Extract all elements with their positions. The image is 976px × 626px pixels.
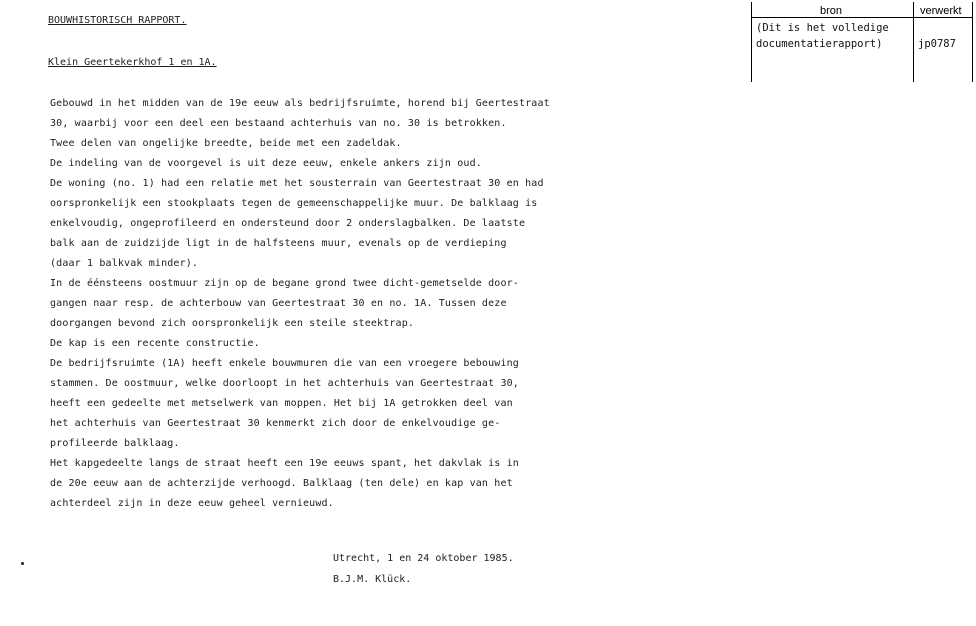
- body-line: heeft een gedeelte met metselwerk van moppen. Het bij 1A getrokken deel van: [50, 398, 513, 409]
- body-line: Twee delen van ongelijke breedte, beide met een zadeldak.: [50, 138, 402, 149]
- body-line: In de éénsteens oostmuur zijn op de begane grond twee dicht-gemetselde door-: [50, 278, 519, 289]
- margin-dot: [21, 562, 24, 565]
- body-line: De indeling van de voorgevel is uit deze eeuw, enkele ankers zijn oud.: [50, 158, 482, 169]
- body-line: het achterhuis van Geertestraat 30 kenmerkt zich door de enkelvoudige ge-: [50, 418, 501, 429]
- body-line: balk aan de zuidzijde ligt in de halfsteens muur, evenals op de verdieping: [50, 238, 507, 249]
- report-title: BOUWHISTORISCH RAPPORT.: [48, 15, 187, 26]
- body-line: doorgangen bevond zich oorspronkelijk een steile steektrap.: [50, 318, 415, 329]
- body-line: De woning (no. 1) had een relatie met het sousterrain van Geertestraat 30 en had: [50, 178, 544, 189]
- archive-stamp-box: [751, 2, 973, 82]
- body-line: profileerde balklaag.: [50, 438, 180, 449]
- stamp-verwerkt-value: jp0787: [918, 38, 956, 50]
- body-line: Het kapgedeelte langs de straat heeft een 19e eeuws spant, het dakvlak is in: [50, 458, 519, 469]
- body-line: (daar 1 balkvak minder).: [50, 258, 199, 269]
- signoff: [333, 548, 514, 590]
- report-body: [50, 94, 610, 514]
- body-line: stammen. De oostmuur, welke doorloopt in het achterhuis van Geertestraat 30,: [50, 378, 519, 389]
- stamp-divider: [913, 2, 914, 82]
- body-line: Gebouwd in het midden van de 19e eeuw als bedrijfsruimte, horend bij Geertestraat: [50, 98, 550, 109]
- body-line: achterdeel zijn in deze eeuw geheel vernieuwd.: [50, 498, 334, 509]
- stamp-header-verwerkt: verwerkt: [920, 5, 962, 17]
- signoff-author: B.J.M. Klück.: [333, 574, 412, 585]
- stamp-bron-line-1: (Dit is het volledige: [756, 22, 889, 34]
- body-line: De bedrijfsruimte (1A) heeft enkele bouwmuren die van een vroegere bebouwing: [50, 358, 519, 369]
- body-line: enkelvoudig, ongeprofileerd en ondersteund door 2 onderslagbalken. De laatste: [50, 218, 526, 229]
- body-line: 30, waarbij voor een deel een bestaand achterhuis van no. 30 is betrokken.: [50, 118, 507, 129]
- report-subtitle: Klein Geertekerkhof 1 en 1A.: [48, 57, 217, 68]
- stamp-border-right: [972, 2, 973, 82]
- body-line: gangen naar resp. de achterbouw van Geertestraat 30 en no. 1A. Tussen deze: [50, 298, 507, 309]
- body-line: de 20e eeuw aan de achterzijde verhoogd. Balklaag (ten dele) en kap van het: [50, 478, 513, 489]
- stamp-header-bron: bron: [820, 5, 843, 17]
- body-line: De kap is een recente constructie.: [50, 338, 260, 349]
- stamp-bron-line-2: documentatierapport): [756, 38, 883, 50]
- stamp-header-rule: [751, 17, 973, 18]
- stamp-border-left: [751, 2, 752, 82]
- signoff-place-date: Utrecht, 1 en 24 oktober 1985.: [333, 553, 514, 564]
- body-line: oorspronkelijk een stookplaats tegen de gemeenschappelijke muur. De balklaag is: [50, 198, 538, 209]
